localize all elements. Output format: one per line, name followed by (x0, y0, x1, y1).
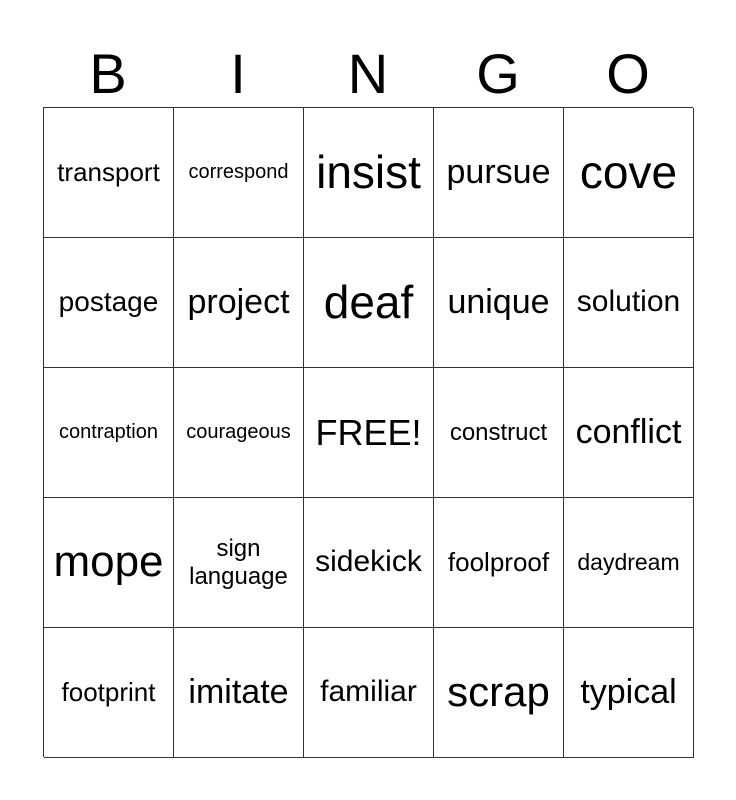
bingo-header (43, 40, 693, 108)
bingo-cell[interactable] (564, 628, 694, 758)
bingo-cell[interactable] (44, 628, 174, 758)
cell-word: contraption (59, 421, 158, 443)
bingo-cell[interactable] (44, 498, 174, 628)
bingo-cell[interactable] (304, 108, 434, 238)
cell-word: sidekick (315, 545, 422, 579)
header-letter-b: B (89, 42, 127, 105)
bingo-cell[interactable] (174, 368, 304, 498)
cell-word: project (187, 282, 290, 321)
cell-word: solution (576, 285, 681, 319)
bingo-cell[interactable] (44, 368, 174, 498)
bingo-cell[interactable] (304, 238, 434, 368)
bingo-cell[interactable] (434, 238, 564, 368)
cell-word: footprint (61, 676, 156, 707)
cell-word: construct (449, 418, 548, 446)
cell-word: sign language (189, 534, 288, 590)
cell-word: insist (316, 146, 421, 199)
bingo-cell[interactable] (44, 108, 174, 238)
free-space-cell[interactable] (304, 368, 434, 498)
bingo-cell[interactable] (434, 628, 564, 758)
cell-word: deaf (323, 276, 414, 329)
cell-word: pursue (446, 152, 551, 191)
bingo-cell[interactable] (564, 238, 694, 368)
header-letter-o: O (606, 42, 650, 105)
bingo-cell[interactable] (44, 238, 174, 368)
cell-word: daydream (577, 549, 680, 576)
bingo-cell[interactable] (174, 238, 304, 368)
cell-word: postage (58, 286, 159, 318)
cell-word: correspond (188, 161, 289, 183)
header-letter-i: I (230, 42, 246, 105)
bingo-cell[interactable] (304, 628, 434, 758)
cell-word: cove (579, 146, 678, 199)
bingo-cell[interactable] (174, 108, 304, 238)
bingo-cell[interactable] (434, 368, 564, 498)
cell-word: mope (53, 537, 164, 587)
cell-word: conflict (575, 412, 682, 451)
cell-word: imitate (188, 672, 289, 711)
bingo-cell[interactable] (564, 108, 694, 238)
cell-word: typical (580, 672, 677, 711)
bingo-cell[interactable] (564, 498, 694, 628)
bingo-card-grid (43, 107, 693, 757)
free-space-label: FREE! (315, 411, 422, 453)
cell-word: unique (447, 282, 550, 321)
bingo-cell[interactable] (174, 628, 304, 758)
bingo-cell[interactable] (434, 108, 564, 238)
bingo-cell[interactable] (174, 498, 304, 628)
bingo-cell[interactable] (564, 368, 694, 498)
cell-word: familiar (320, 675, 417, 709)
cell-word: transport (57, 156, 160, 187)
bingo-cell[interactable] (304, 498, 434, 628)
bingo-cell[interactable] (434, 498, 564, 628)
header-letter-n: N (347, 42, 389, 105)
header-letter-g: G (476, 42, 520, 105)
cell-word: scrap (447, 668, 550, 716)
cell-word: courageous (186, 421, 291, 443)
cell-word: foolproof (447, 546, 550, 577)
